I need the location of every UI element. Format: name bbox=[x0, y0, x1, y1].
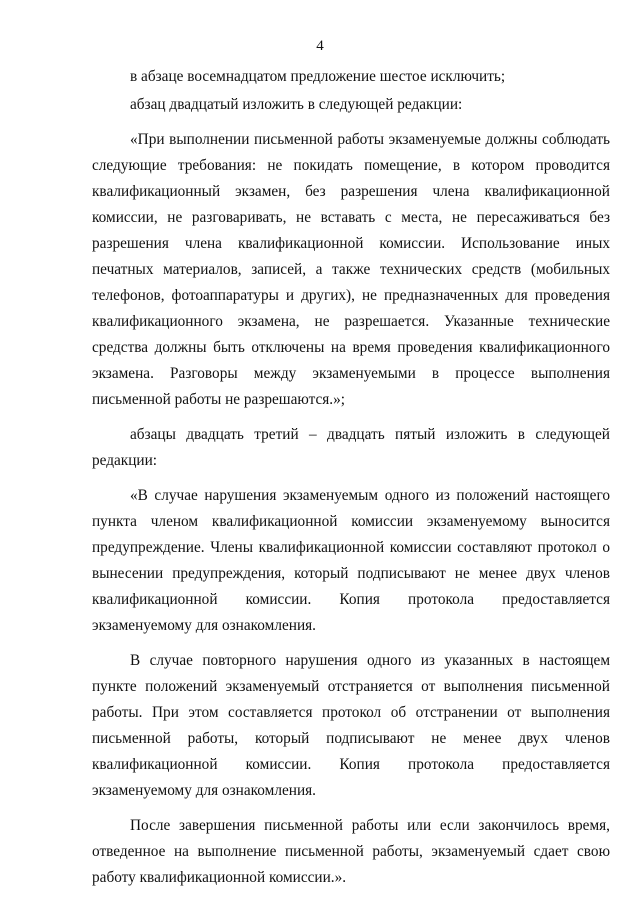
paragraph-6: В случае повторного нарушения одного из указанных в настоящем пункте положений экзаменуемый отстраняется от выполнения письменной работы. При этом составляется протокол об отстранении от выполнения письменной работы, который подписывают не менее двух членов квалификационной комиссии. Копия протокола предоставляется экзаменуемому для ознакомления. bbox=[92, 652, 610, 799]
paragraph-4: абзацы двадцать третий – двадцать пятый изложить в следующей редакции: bbox=[92, 426, 610, 469]
paragraph-5: «В случае нарушения экзаменуемым одного из положений настоящего пункта членом квалификационной комиссии экзаменуемому выносится предупреждение. Члены квалификационной комиссии составляют протокол о вынесении предупреждения, который подписывают не менее двух членов квалификационной комиссии. Копия протокола предоставляется экзаменуемому для ознакомления. bbox=[92, 487, 610, 634]
paragraph-3: «При выполнении письменной работы экзаменуемые должны соблюдать следующие требования: не покидать помещение, в котором проводится квалификационный экзамен, без разрешения члена квалификационной комиссии, не разговаривать, не вставать с места, не пересаживаться без разрешения члена квалификационной комиссии. Использование иных печатных материалов, записей, а также технических средств (мобильных телефонов, фотоаппаратуры и других), не предназначенных для проведения квалификационного экзамена, не разрешается. Указанные технические средства должны быть отключены на время проведения квалификационного экзамена. Разговоры между экзаменуемыми в процессе выполнения письменной работы не разрешаются.»; bbox=[92, 131, 610, 408]
page-number: 4 bbox=[316, 38, 324, 54]
paragraph-7: После завершения письменной работы или если закончилось время, отведенное на выполнение письменной работы, экзаменуемый сдает свою работу квалификационной комиссии.». bbox=[92, 817, 610, 886]
paragraph-2: абзац двадцатый изложить в следующей редакции: bbox=[130, 96, 463, 113]
paragraph-1: в абзаце восемнадцатом предложение шестое исключить; bbox=[130, 68, 506, 85]
document-body bbox=[92, 64, 610, 891]
